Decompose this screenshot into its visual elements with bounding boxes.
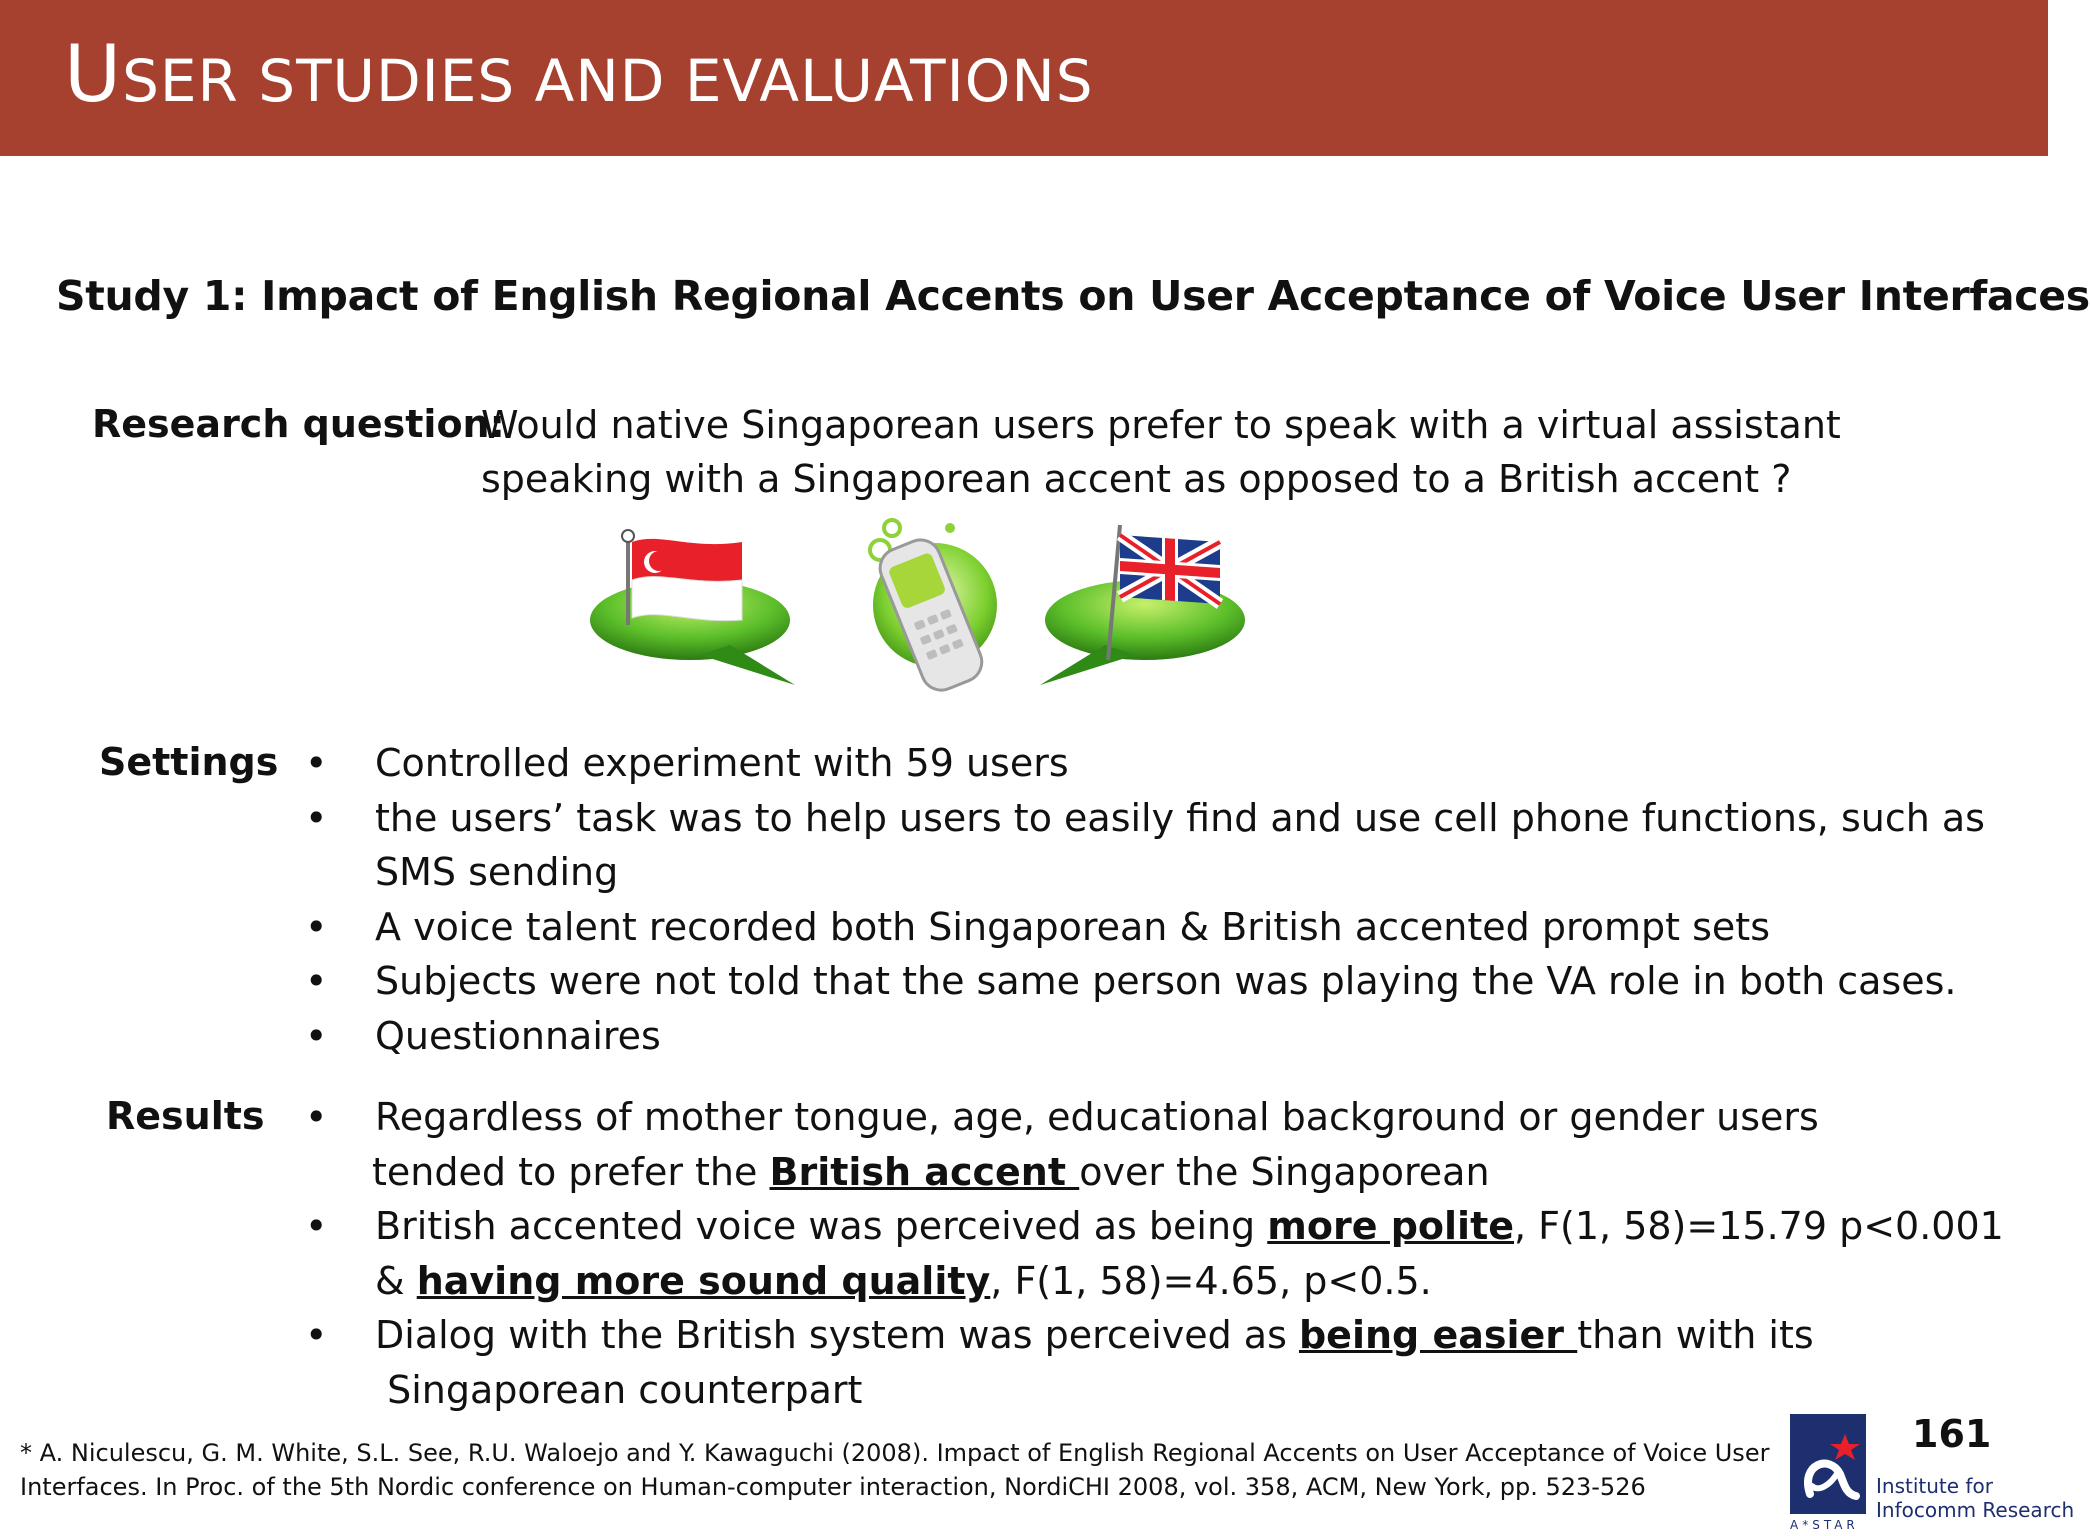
list-item: • British accented voice was perceived as being more polite, F(1, 58)=15.79 p<0.001 [305,1204,2004,1248]
list-item: tended to prefer the British accent over the Singaporean [372,1149,1490,1194]
page-number: 161 [1912,1412,1992,1456]
singapore-flag-speech-bubble-icon [590,530,795,685]
list-item: Singaporean counterpart [375,1367,863,1412]
list-item: • A voice talent recorded both Singaporean & British accented prompt sets [305,904,1770,949]
research-question-label: Research question: [92,402,505,446]
study-heading: Study 1: Impact of English Regional Accents on User Acceptance of Voice User Interfaces [56,272,2090,320]
i2r-logo-icon [1790,1414,1866,1514]
footnote [20,1436,1769,1504]
list-item: • Regardless of mother tongue, age, educational background or gender users [305,1095,1819,1139]
list-item: • Controlled experiment with 59 users [305,741,1069,785]
slide-title: USER STUDIES AND EVALUATIONS [64,30,1094,120]
institute-name [1876,1474,2074,1522]
astar-label: A*STAR [1790,1518,1859,1532]
research-question-text [481,398,1881,506]
uk-flag-speech-bubble-icon [1040,525,1245,685]
settings-list [305,736,1985,1063]
list-item: SMS sending [375,850,619,894]
mobile-phone-icon [870,520,997,696]
accent-illustration [580,520,1300,700]
list-item: & having more sound quality, F(1, 58)=4.65, p<0.5. [375,1258,1432,1303]
institute-line: Institute for [1876,1474,1993,1498]
footnote-line: * A. Niculescu, G. M. White, S.L. See, R.U. Waloejo and Y. Kawaguchi (2008). Impact of English Regional Accents on User Acceptance of Voice User [20,1439,1770,1467]
research-line: Would native Singaporean users prefer to speak with a virtual assistant [481,403,1841,447]
results-list [305,1090,2004,1417]
list-item: • Subjects were not told that the same person was playing the VA role in both cases. [305,959,1957,1003]
list-item: • the users’ task was to help users to easily find and use cell phone functions, such as [305,795,1985,840]
settings-label: Settings [99,740,279,784]
footnote-line: Interfaces. In Proc. of the 5th Nordic conference on Human-computer interaction, NordiCHI 2008, vol. 358, ACM, New York, pp. 523-526 [20,1473,1646,1501]
research-line: speaking with a Singaporean accent as opposed to a British accent ? [481,457,1792,501]
results-label: Results [106,1094,265,1138]
list-item: • Dialog with the British system was perceived as being easier than with its [305,1313,1814,1357]
institute-line: Infocomm Research [1876,1498,2075,1522]
list-item: • Questionnaires [305,1013,661,1058]
